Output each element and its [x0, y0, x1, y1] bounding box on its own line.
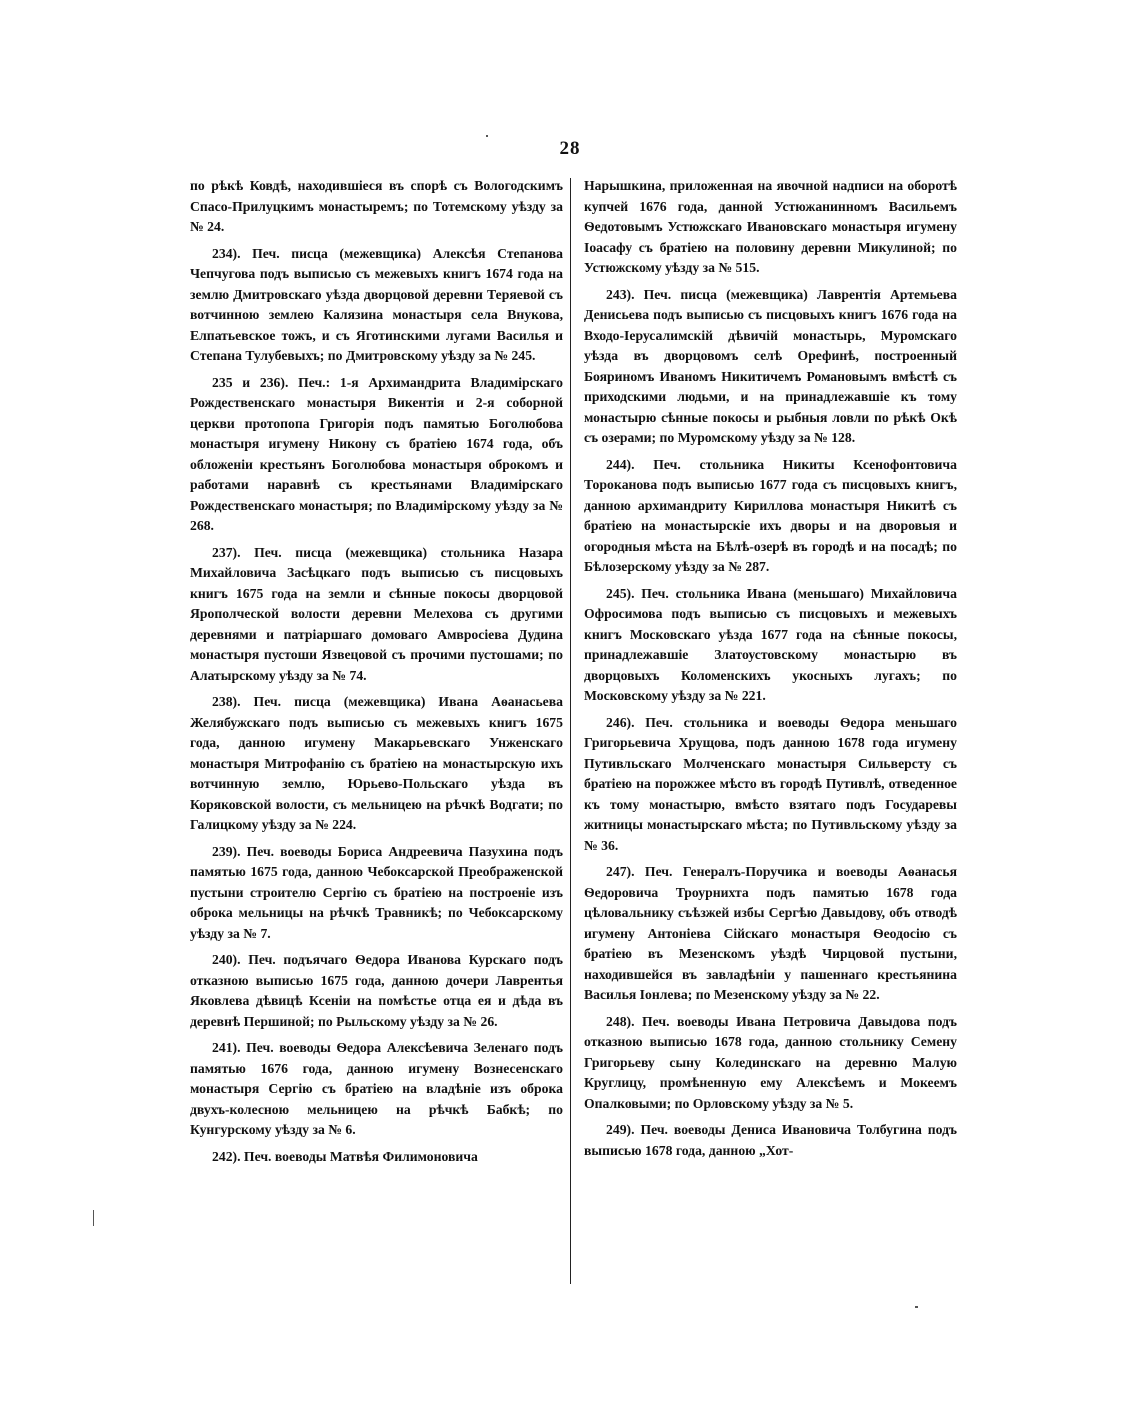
entry-241: 241). Печ. воеводы Ѳедора Алексѣевича Зеленаго подъ памятью 1676 года, данною игумену Вознесенскаго монастыря Сергію съ братіею на владѣніе изъ оброка двухъ-колесною мельницею на рѣчкѣ Бабкѣ; по Кунгурскому уѣзду за № 6.	[190, 1040, 563, 1137]
left-column	[190, 176, 563, 1173]
entry-249: 249). Печ. воеводы Дениса Ивановича Толбугина подъ выписью 1678 года, данною „Хот-	[584, 1122, 957, 1158]
entry-244: 244). Печ. стольника Никиты Ксенофонтовича Торокaнова подъ выписью 1677 года съ писцовыхъ книгъ, данною архимандриту Кириллова монастыря Никитѣ съ братіею на монастырскіе ихъ дворы и на дворовыя и огородныя мѣста на Бѣлѣ-озерѣ въ городѣ и на посадѣ; по Бѣлозерскому уѣзду за № 287.	[584, 456, 957, 574]
entry-243: 243). Печ. писца (межевщика) Лаврентія Артемьева Денисьева подъ выписью съ писцовыхъ книгъ 1676 года на Входо-Іерусалимскій дѣвичій монастырь, Муромскаго уѣзда въ дворцовомъ селѣ Орефинѣ, построенный Бояриномъ Иваномъ Никитичемъ Романовымъ вмѣстѣ съ приходскими людьми, и на принадлежавшіе къ тому монастырю сѣнные покосы и рыбныя ловли по рѣкѣ Окѣ съ озерами; по Муромскому уѣзду за № 128.	[584, 286, 957, 445]
entry-239: 239). Печ. воеводы Бориса Андреевича Пазухина подъ памятью 1675 года, данною Чебоксарской Преображенской пустыни строителю Сергію съ братіею на построеніе изъ оброка мельницы на рѣчкѣ Травникѣ; по Чебоксарскому уѣзду за № 7.	[190, 843, 563, 941]
entry-235-236: 235 и 236). Печ.: 1-я Архимандрита Владимірскаго Рождественскаго монастыря Викентія и 2-я соборной церкви протопопа Григорія подъ памятью Боголюбова монастыря игумену Никону съ братіею 1674 года, объ обложеніи крестьянъ Боголюбова монастыря оброкомъ и работами наравнѣ съ крестьянами Владимірскаго Рождественскаго монастыря; по Владимірскому уѣзду за № 268.	[190, 374, 563, 533]
entry-238: 238). Печ. писца (межевщика) Ивана Аѳанасьева Желябужскаго подъ выписью съ межевыхъ книгъ 1675 года, данною игумену Макарьевскаго Унженскаго монастыря Митрофанію съ братіею на монастырскую ихъ вотчинную землю, Юрьево-Польскаго уѣзда въ Коряковской волости, съ мельницею на рѣчкѣ Водгати; по Галицкому уѣзду за № 224.	[190, 694, 563, 832]
page-number: 28	[559, 138, 581, 159]
entry-242-continuation: Нарышкина, приложенная на явочной надписи на оборотѣ купчей 1676 года, данной Устюжанинномъ Васильемъ Ѳедотовымъ Устюжскаго Ивановскаго монастыря игумену Іоасафу съ братіею на половину деревни Микулиной; по Устюжскому уѣзду за № 515.	[584, 178, 957, 275]
entry-242: 242). Печ. воеводы Матвѣя Филимоновича	[212, 1148, 478, 1164]
entry-247: 247). Печ. Генералъ-Поручика и воеводы Аѳанасья Ѳедоровича Троурнихта подъ памятью 1678 года цѣловальнику съѣзжей избы Сергѣю Давыдову, объ отводѣ игумену Антоніева Сійскаго монастыря Ѳеодосію съ братіею въ Мезенскомъ уѣздѣ Чирцовой пустыни, находившейся въ завладѣніи у пашеннаго крестьянина Василья Іонлева; по Мезенскому уѣзду за № 22.	[584, 864, 957, 1002]
column-divider	[570, 178, 571, 1284]
entry-234: 234). Печ. писца (межевщика) Алексѣя Степанова Чепчугова подъ выписью съ межевыхъ книгъ 1674 года на землю Дмитровскаго уѣзда дворцовой деревни Теряевой съ вотчинною землею Калязина монастыря села Внукова, Елпатьевское тожъ, и съ Яготинскими лугами Василья и Степана Тулубевыхъ; по Дмитровскому уѣзду за № 245.	[190, 245, 563, 363]
right-column	[584, 176, 957, 1167]
scan-speck	[486, 135, 488, 137]
margin-mark	[93, 1210, 94, 1226]
entry-continuation: по рѣкѣ Ковдѣ, находившіеся въ спорѣ съ Вологодскимъ Спасо-Прилуцкимъ монастыремъ; по Тотемскому уѣзду за № 24.	[190, 178, 563, 234]
entry-246: 246). Печ. стольника и воеводы Ѳедора меньшаго Григорьевича Хрущова, подъ данною 1678 года игумену Путивльскаго Молченскаго монастыря Сильверсту съ братіею на порожжее мѣсто въ городѣ Путивлѣ, отведенное къ тому монастырю, вмѣсто взятаго подъ Государевы житницы монастырскаго мѣста; по Путивльскому уѣзду за № 36.	[584, 714, 957, 853]
entry-237: 237). Печ. писца (межевщика) стольника Назара Михайловича Засѣцкаго подъ выписью съ писцовыхъ книгъ 1675 года на земли и сѣнные покосы дворцовой Ярополческой волости деревни Мелехова съ другими деревнями и патріаршаго домоваго Амвросіева Дудина монастыря пустоши Язвецовой съ прочими пустошами; по Алатырскому уѣзду за № 74.	[190, 544, 563, 683]
scan-speck	[915, 1306, 918, 1308]
entry-240: 240). Печ. подъячаго Ѳедора Иванова Курскаго подъ отказною выписью 1675 года, данною дочери Лаврентья Яковлева дѣвицѣ Ксеніи на помѣстье отца ея и дѣда въ деревнѣ Першиной; по Рыльскому уѣзду за № 26.	[190, 952, 563, 1029]
entry-248: 248). Печ. воеводы Ивана Петровича Давыдова подъ отказною выписью 1678 года, данною стольнику Семену Григорьеву сыну Колединскаго на деревню Малую Круглицу, промѣненную ему Алексѣемъ и Мокеемъ Опалковыми; по Орловскому уѣзду за № 5.	[584, 1013, 957, 1111]
entry-245: 245). Печ. стольника Ивана (меньшаго) Михайловича Офросимова подъ выписью съ писцовыхъ и межевыхъ книгъ Московскаго уѣзда 1677 года на сѣнные покосы, принадлежавшіе Златоустовскому монастырю въ дворцовыхъ Коломенскихъ укосныхъ лугахъ; по Московскому уѣзду за № 221.	[584, 585, 957, 703]
